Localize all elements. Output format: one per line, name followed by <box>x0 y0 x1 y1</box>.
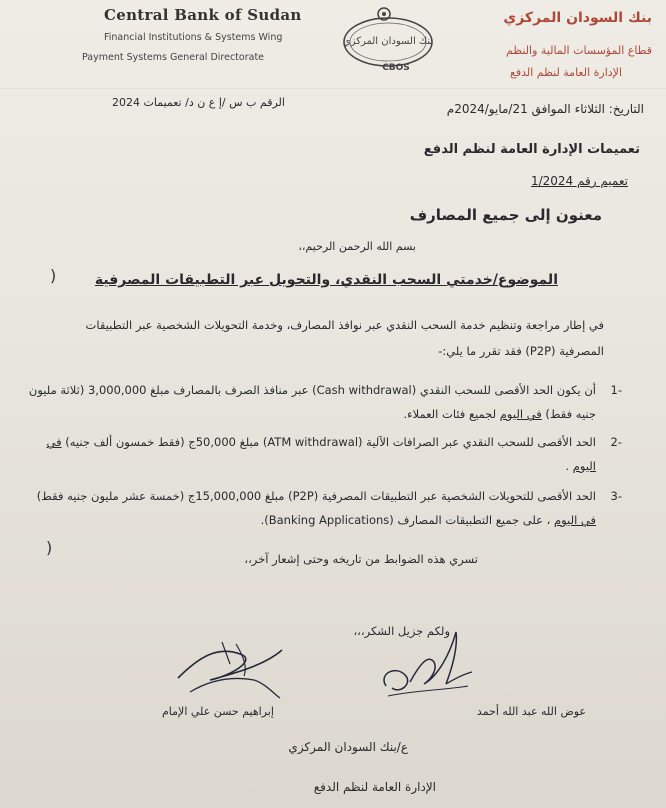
wing-ar: قطاع المؤسسات المالية والنظم <box>506 44 652 57</box>
reference-number: الرقم ب س /إ ع ن د/ تعميمات 2024 <box>112 96 285 109</box>
effective-note: تسري هذه الضوابط من تاريخه وحتى إشعار آخر،، <box>244 552 478 566</box>
logo-text-ar: بنك السودان المركزي <box>342 36 434 47</box>
signatory-right-name: عوض الله عبد الله أحمد <box>476 705 586 718</box>
signature-right <box>376 624 476 704</box>
item-text: الحد الأقصى للتحويلات الشخصية عبر التطبيقات المصرفية (P2P) مبلغ 15,000,000ج (خمسة عشر مليون جنيه فقط) <box>36 489 596 503</box>
circular-title: تعميمات الإدارة العامة لنظم الدفع <box>423 142 640 157</box>
item-tail: ، على جميع التطبيقات المصارف (Banking Applications). <box>260 513 551 527</box>
footer-bank: ع/بنك السودان المركزي <box>288 740 408 754</box>
list-item <box>22 430 622 478</box>
item-text: أن يكون الحد الأقصى للسحب النقدي (Cash withdrawal) عبر منافذ الصرف بالمصارف مبلغ 3,000,000 (ثلاثة مليون جنيه فقط) <box>28 383 596 421</box>
wing-en: Financial Institutions & Systems Wing <box>104 32 283 43</box>
basmala: بسم الله الرحمن الرحيم،، <box>298 240 416 253</box>
cbos-logo <box>338 4 444 74</box>
list-item <box>22 484 622 532</box>
directorate-ar: الإدارة العامة لنظم الدفع <box>509 66 622 79</box>
item-number: -1 <box>610 383 622 397</box>
item-tail: . <box>565 459 570 473</box>
footer-directorate: الإدارة العامة لنظم الدفع <box>313 780 436 794</box>
thanks-line: ولكم جزيل الشكر،،، <box>353 624 450 638</box>
intro-paragraph: في إطار مراجعة وتنظيم خدمة السحب النقدي عبر نوافذ المصارف، وخدمة التحويلات الشخصية عبر التطبيقات المصرفية (P2P) فقد تقرر ما يلي:- <box>85 318 604 358</box>
addressee: معنون إلى جميع المصارف <box>409 206 602 224</box>
subject-line: الموضوع/خدمتي السحب النقدي، والتحويل عبر التطبيقات المصرفية <box>94 272 558 288</box>
list-item <box>22 378 622 426</box>
margin-bracket-top: ) <box>50 266 57 285</box>
item-underlined: في اليوم <box>499 407 542 421</box>
bank-name-ar: بنك السودان المركزي <box>503 10 652 26</box>
directorate-en: Payment Systems General Directorate <box>82 52 265 63</box>
item-tail: لجميع فئات العملاء. <box>403 407 497 421</box>
bank-name-en: Central Bank of Sudan <box>104 6 302 24</box>
item-underlined: في اليوم <box>554 513 596 527</box>
circular-number: تعميم رقم 1/2024 <box>530 174 628 188</box>
item-number: -2 <box>610 435 622 449</box>
signature-left <box>170 636 290 702</box>
margin-bracket-bottom: ) <box>46 538 53 557</box>
item-text: الحد الأقصى للسحب النقدي عبر الصرافات الآلية (ATM withdrawal) مبلغ 50,000ج (فقط خمسون ألف جنيه) <box>65 435 596 449</box>
fold-line <box>0 88 666 89</box>
item-underlined: في اليوم <box>46 435 596 473</box>
logo-abbr: CBOS <box>382 63 410 73</box>
item-number: -3 <box>610 489 622 503</box>
letter-date: التاريخ: الثلاثاء الموافق 21/مايو/2024م <box>446 102 644 116</box>
signatory-left-name: إبراهيم حسن علي الإمام <box>162 705 274 718</box>
